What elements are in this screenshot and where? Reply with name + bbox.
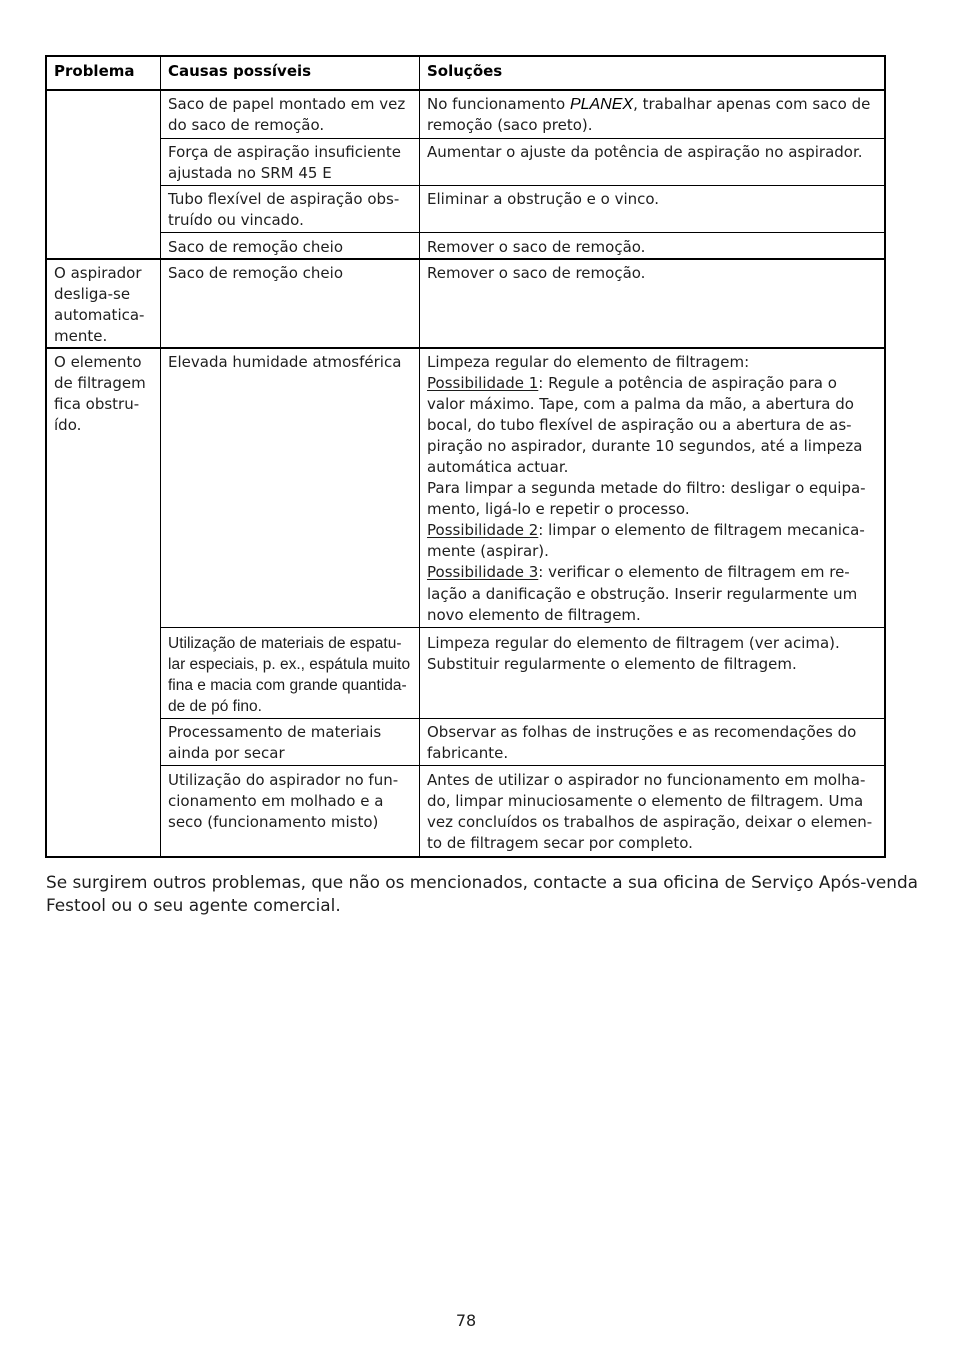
- text-line: Saco de papel montado em vez: [168, 94, 406, 113]
- solution-cell: [427, 237, 645, 258]
- text-line: piração no aspirador, durante 10 segundos, até a limpeza: [427, 436, 863, 455]
- text-line: Observar as folhas de instruções e as recomendações do: [427, 722, 857, 741]
- text-line: Limpeza regular do elemento de filtragem:: [427, 352, 750, 371]
- text-line: truído ou vincado.: [168, 210, 304, 229]
- text-segment: : verificar o elemento de filtragem em re-: [538, 563, 850, 582]
- row-rule: [160, 185, 884, 186]
- solution-cell: [427, 633, 840, 675]
- text-line: valor máximo. Tape, com a palma da mão, a abertura do: [427, 394, 854, 413]
- cause-cell: [168, 352, 401, 373]
- text-line: automática actuar.: [427, 457, 569, 476]
- cause-cell: [168, 770, 398, 833]
- text-line: fina e macia com grande quantida-: [168, 676, 407, 694]
- text-line: mente.: [54, 326, 108, 345]
- cause-cell: [168, 237, 343, 258]
- text-line: Saco de remoção cheio: [168, 263, 343, 282]
- text-line: O aspirador: [54, 263, 142, 282]
- column-rule: [160, 56, 161, 857]
- text-line: [427, 94, 870, 115]
- row-rule: [160, 718, 884, 719]
- row-rule-thick: [47, 89, 884, 91]
- row-rule: [160, 765, 884, 766]
- row-rule: [160, 138, 884, 139]
- solution-cell: [427, 770, 872, 854]
- text-line: O elemento: [54, 352, 142, 371]
- text-line: desliga-se: [54, 284, 131, 303]
- text-line: Tubo flexível de aspiração obs-: [168, 189, 400, 208]
- text-line: vez concluídos os trabalhos de aspiração, deixar o elemen-: [427, 812, 873, 831]
- text-line: seco (funcionamento misto): [168, 812, 379, 831]
- text-line: Substituir regularmente o elemento de filtragem.: [427, 654, 797, 673]
- text-line: ajustada no SRM 45 E: [168, 163, 332, 182]
- header-solutions: Soluções: [427, 62, 503, 80]
- text-line: bocal, do tubo flexível de aspiração ou a abertura de as-: [427, 415, 852, 434]
- text-line: fica obstru-: [54, 394, 140, 413]
- text-line: [427, 520, 866, 541]
- text-line: mento, ligá-lo e repetir o processo.: [427, 500, 690, 519]
- text-segment: : Regule a potência de aspiração para o: [538, 373, 837, 392]
- option-label: Possibilidade 3: [427, 563, 539, 582]
- text-line: ído.: [54, 415, 82, 434]
- text-line: [427, 562, 866, 583]
- text-line: lar especiais, p. ex., espátula muito: [168, 655, 411, 673]
- text-line: de filtragem: [54, 373, 146, 392]
- text-line: Aumentar o ajuste da potência de aspiração no aspirador.: [427, 142, 863, 161]
- page-number: 78: [455, 1311, 477, 1330]
- cause-cell: [168, 142, 401, 184]
- column-rule: [419, 56, 420, 857]
- text-line: Festool ou o seu agente comercial.: [46, 895, 341, 915]
- cause-cell: [168, 722, 381, 764]
- text-line: lação a danificação e obstrução. Inserir regularmente um: [427, 584, 858, 603]
- text-line: [427, 373, 866, 394]
- solution-cell: [427, 722, 856, 764]
- problem-cell: [54, 263, 144, 347]
- header-causes: Causas possíveis: [168, 62, 312, 80]
- solution-cell: [427, 94, 870, 136]
- text-line: to de filtragem secar por completo.: [427, 833, 693, 852]
- text-line: Utilização do aspirador no fun-: [168, 770, 399, 789]
- text-segment: No funcionamento: [427, 94, 570, 113]
- text-line: Antes de utilizar o aspirador no funcionamento em molha-: [427, 770, 866, 789]
- row-rule-thick: [47, 258, 884, 260]
- text-line: cionamento em molhado e a: [168, 791, 384, 810]
- text-line: Limpeza regular do elemento de filtragem (ver acima).: [427, 633, 840, 652]
- cause-cell: [168, 189, 399, 231]
- text-line: Força de aspiração insuficiente: [168, 142, 401, 161]
- solution-cell: [427, 142, 863, 163]
- header-problem: Problema: [54, 62, 135, 80]
- cause-cell: [168, 94, 405, 136]
- text-line: Remover o saco de remoção.: [427, 263, 646, 282]
- text-line: Se surgirem outros problemas, que não os mencionados, contacte a sua oficina de Serviço Após-venda: [46, 872, 919, 892]
- solution-cell: [427, 263, 645, 284]
- text-line: do, limpar minuciosamente o elemento de filtragem. Uma: [427, 791, 864, 810]
- option-label: Possibilidade 1: [427, 373, 539, 392]
- text-line: remoção (saco preto).: [427, 115, 593, 134]
- row-rule: [160, 232, 884, 233]
- footer-note: [46, 871, 918, 917]
- text-line: fabricante.: [427, 743, 509, 762]
- text-line: Processamento de materiais: [168, 722, 382, 741]
- row-rule: [160, 627, 884, 628]
- problem-cell: [54, 352, 146, 436]
- product-name: PLANEX: [569, 95, 634, 113]
- text-line: ainda por secar: [168, 743, 285, 762]
- cause-cell: [168, 263, 343, 284]
- text-segment: : limpar o elemento de filtragem mecanica-: [538, 521, 865, 540]
- text-segment: , trabalhar apenas com saco de: [633, 94, 871, 113]
- solution-cell: [427, 189, 659, 210]
- text-line: Elevada humidade atmosférica: [168, 352, 402, 371]
- row-rule-thick: [47, 347, 884, 349]
- text-line: automatica-: [54, 305, 145, 324]
- text-line: Utilização de materiais de espatu-: [168, 634, 402, 652]
- text-line: de de pó fino.: [168, 697, 262, 715]
- option-label: Possibilidade 2: [427, 521, 539, 540]
- text-line: Remover o saco de remoção.: [427, 237, 646, 256]
- text-line: do saco de remoção.: [168, 115, 325, 134]
- cause-cell: [168, 633, 410, 717]
- text-line: Saco de remoção cheio: [168, 237, 343, 256]
- solution-cell: [427, 352, 866, 626]
- text-line: novo elemento de filtragem.: [427, 605, 641, 624]
- text-line: Para limpar a segunda metade do filtro: desligar o equipa-: [427, 479, 866, 498]
- text-line: mente (aspirar).: [427, 542, 549, 561]
- text-line: Eliminar a obstrução e o vinco.: [427, 189, 660, 208]
